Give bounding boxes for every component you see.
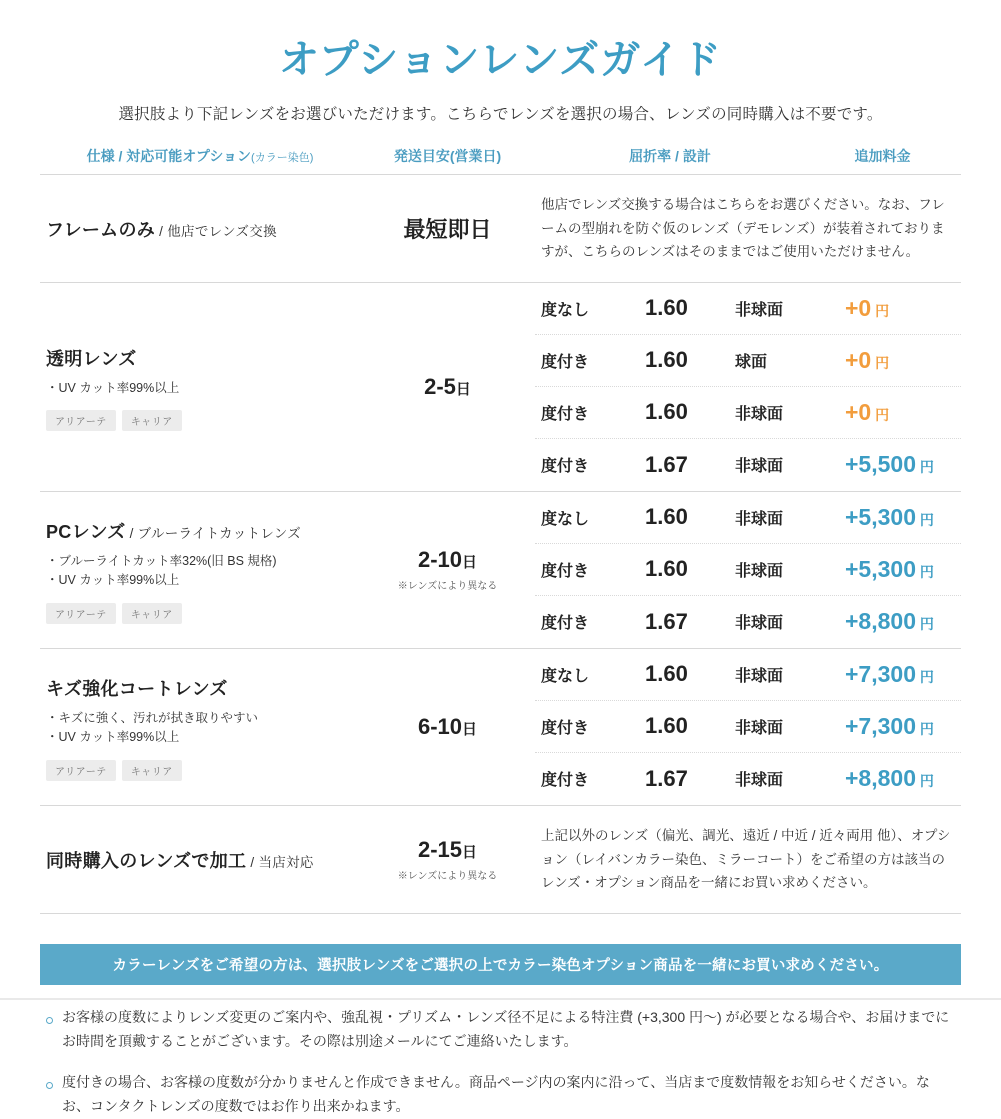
lens-name: 同時購入のレンズで加工 / 当店対応 <box>46 851 314 872</box>
lens-spec-cell <box>40 806 360 913</box>
lens-variant-row <box>535 492 961 544</box>
lens-tag: キャリア <box>122 603 182 624</box>
lens-tag: アリアーテ <box>46 410 116 431</box>
page-subtitle: 選択肢より下記レンズをお選びいただけます。こちらでレンズを選択の場合、レンズの同時購入は不要です。 <box>118 106 883 123</box>
prescription-type: 度なし <box>541 301 590 319</box>
lens-design: 非球面 <box>735 405 784 423</box>
additional-price: +0 円 <box>845 346 890 373</box>
shipping-estimate-unit: 日 <box>462 843 478 861</box>
circle-bullet-icon <box>46 1070 62 1119</box>
lens-name: キズ強化コートレンズ <box>46 679 228 699</box>
price-currency-unit: 円 <box>916 720 934 737</box>
additional-price: +7,300 円 <box>845 712 934 739</box>
lens-feature-list <box>46 379 356 398</box>
lens-design: 非球面 <box>735 615 784 633</box>
refractive-index: 1.60 <box>645 661 688 687</box>
lens-variant-row <box>535 701 961 753</box>
lens-design: 非球面 <box>735 510 784 528</box>
additional-price: +5,300 円 <box>845 503 934 530</box>
circle-bullet-shape <box>46 1082 53 1089</box>
lens-variant-row <box>535 596 961 648</box>
shipping-note: ※レンズにより異なる <box>397 581 498 593</box>
additional-price: +8,800 円 <box>845 608 934 635</box>
prescription-type: 度付き <box>541 562 590 580</box>
lens-name: フレームのみ / 他店でレンズ交換 <box>46 220 277 241</box>
refractive-index: 1.67 <box>645 608 688 634</box>
price-currency-unit: 円 <box>916 459 934 476</box>
lens-feature-list <box>46 709 356 748</box>
color-lens-banner: カラーレンズをご希望の方は、選択肢レンズをご選択の上でカラー染色オプション商品を一緒にお買い求めください。 <box>40 944 961 985</box>
refractive-index: 1.60 <box>645 399 688 425</box>
lens-tag: キャリア <box>122 760 182 781</box>
lens-design: 非球面 <box>735 562 784 580</box>
prescription-type: 度なし <box>541 667 590 685</box>
lens-design: 非球面 <box>735 667 784 685</box>
price-currency-unit: 円 <box>916 616 934 633</box>
shipping-estimate-value: 2-5日 <box>424 373 471 399</box>
lens-option-row <box>40 806 961 914</box>
lens-design: 非球面 <box>735 772 784 790</box>
lens-variant-rows <box>535 649 961 805</box>
prescription-type: 度なし <box>541 510 590 528</box>
lens-option-row <box>40 283 961 492</box>
additional-price: +8,800 円 <box>845 765 934 792</box>
additional-price: +5,500 円 <box>845 451 934 478</box>
lens-options-table <box>40 174 961 914</box>
refractive-index: 1.60 <box>645 347 688 373</box>
lens-variant-row <box>535 283 961 335</box>
lens-description: 上記以外のレンズ（偏光、調光、遠近 / 中近 / 近々両用 他）、オプション（レイバンカラー染色、ミラーコート）をご希望の方は該当のレンズ・オプション商品を一緒にお買い求めください。 <box>541 827 951 891</box>
column-header-shipping: 発送目安(営業日) <box>393 148 502 164</box>
shipping-estimate-value: 6-10日 <box>417 713 478 739</box>
refractive-index: 1.60 <box>645 713 688 739</box>
lens-option-row <box>40 649 961 806</box>
notes-list <box>40 1005 961 1119</box>
note-text: 度付きの場合、お客様の度数が分かりませんと作成できません。商品ページ内の案内に沿って、当店まで度数情報をお知らせください。なお、コンタクトレンズの度数ではお作り出来かねます。 <box>62 1073 930 1115</box>
lens-feature-item: ・ブルーライトカット率32%(旧 BS 規格) <box>46 554 277 568</box>
additional-price: +0 円 <box>845 398 890 425</box>
lens-spec-cell <box>40 283 360 491</box>
lens-name-sub: / 他店でレンズ交換 <box>155 224 277 240</box>
lens-tag-group <box>46 410 356 431</box>
lens-option-row <box>40 492 961 649</box>
shipping-estimate-cell <box>360 283 535 491</box>
lens-variant-row <box>535 439 961 491</box>
shipping-estimate-unit: 日 <box>455 380 471 398</box>
lens-design: 非球面 <box>735 458 784 476</box>
lens-name: 透明レンズ <box>46 348 137 369</box>
shipping-estimate-value: 最短即日 <box>403 216 492 242</box>
lens-feature-item: ・UV カット率99%以上 <box>46 573 180 588</box>
lens-spec-cell <box>40 175 360 282</box>
lens-tag-group <box>46 603 356 624</box>
price-currency-unit: 円 <box>871 406 890 423</box>
lens-description: 他店でレンズ交換する場合はこちらをお選びください。なお、フレームの型崩れを防ぐ仮のレンズ（デモレンズ）が装着されておりますが、こちらのレンズはそのままではご使用いただけません。 <box>541 197 945 260</box>
lens-feature-item: ・UV カット率99%以上 <box>46 730 180 745</box>
lens-variant-row <box>535 387 961 439</box>
note-item <box>46 1005 955 1054</box>
lens-feature-item: ・UV カット率99%以上 <box>46 380 180 395</box>
lens-design: 非球面 <box>735 719 784 737</box>
shipping-estimate-value: 2-10日 <box>417 547 478 573</box>
prescription-type: 度付き <box>541 458 590 476</box>
lens-variant-row <box>535 753 961 805</box>
price-currency-unit: 円 <box>916 511 934 528</box>
prescription-type: 度付き <box>541 353 590 371</box>
refractive-index: 1.60 <box>645 295 688 321</box>
lens-option-row <box>40 175 961 283</box>
lens-tag: キャリア <box>122 410 182 431</box>
page-title: オプションレンズガイド <box>279 38 722 82</box>
lens-feature-list <box>46 552 356 591</box>
circle-bullet-icon <box>46 1005 62 1054</box>
lens-name-sub: / 当店対応 <box>246 855 314 871</box>
price-currency-unit: 円 <box>916 668 934 685</box>
prescription-type: 度付き <box>541 615 590 633</box>
price-currency-unit: 円 <box>871 354 890 371</box>
refractive-index: 1.60 <box>645 556 688 582</box>
price-currency-unit: 円 <box>916 563 934 580</box>
lens-variant-row <box>535 335 961 387</box>
additional-price: +0 円 <box>845 294 890 321</box>
circle-bullet-shape <box>46 1017 53 1024</box>
note-text: お客様の度数によりレンズ変更のご案内や、強乱視・プリズム・レンズ径不足による特注費 (+3,300 円〜) が必要となる場合や、お届けまでにお時間を頂戴することがございます。その際は別途メールにてご連絡いたします。 <box>62 1008 950 1050</box>
column-header-price: 追加料金 <box>854 148 911 164</box>
prescription-type: 度付き <box>541 772 590 790</box>
additional-price: +7,300 円 <box>845 660 934 687</box>
lens-tag: アリアーテ <box>46 760 116 781</box>
lens-variant-rows <box>535 492 961 648</box>
price-currency-unit: 円 <box>916 773 934 790</box>
lens-design: 球面 <box>735 353 768 371</box>
lens-design: 非球面 <box>735 301 784 319</box>
shipping-note: ※レンズにより異なる <box>397 870 498 882</box>
additional-price: +5,300 円 <box>845 555 934 582</box>
note-item <box>46 1070 955 1119</box>
lens-variant-rows <box>535 283 961 491</box>
shipping-estimate-unit: 日 <box>462 554 478 572</box>
lens-tag-group <box>46 760 356 781</box>
prescription-type: 度付き <box>541 719 590 737</box>
column-header-index: 屈折率 / 設計 <box>629 148 711 164</box>
price-currency-unit: 円 <box>871 302 890 319</box>
lens-name: PCレンズ / ブルーライトカットレンズ <box>46 522 302 542</box>
lens-feature-item: ・キズに強く、汚れが拭き取りやすい <box>46 711 259 725</box>
prescription-type: 度付き <box>541 405 590 423</box>
table-column-headers <box>40 146 961 174</box>
lens-spec-cell <box>40 492 360 648</box>
lens-spec-cell <box>40 649 360 805</box>
shipping-estimate-cell <box>360 492 535 648</box>
column-header-spec: 仕様 / 対応可能オプション(カラー染色) <box>86 148 314 164</box>
refractive-index: 1.67 <box>645 765 688 791</box>
shipping-estimate-unit: 日 <box>462 720 478 738</box>
refractive-index: 1.60 <box>645 504 688 530</box>
shipping-estimate-cell <box>360 649 535 805</box>
lens-variant-row <box>535 544 961 596</box>
shipping-estimate-value: 2-15日 <box>417 836 478 862</box>
lens-name-sub: / ブルーライトカットレンズ <box>125 526 302 541</box>
refractive-index: 1.67 <box>645 451 688 477</box>
shipping-estimate-cell <box>360 806 535 913</box>
lens-tag: アリアーテ <box>46 603 116 624</box>
shipping-estimate-cell <box>360 175 535 282</box>
lens-variant-row <box>535 649 961 701</box>
